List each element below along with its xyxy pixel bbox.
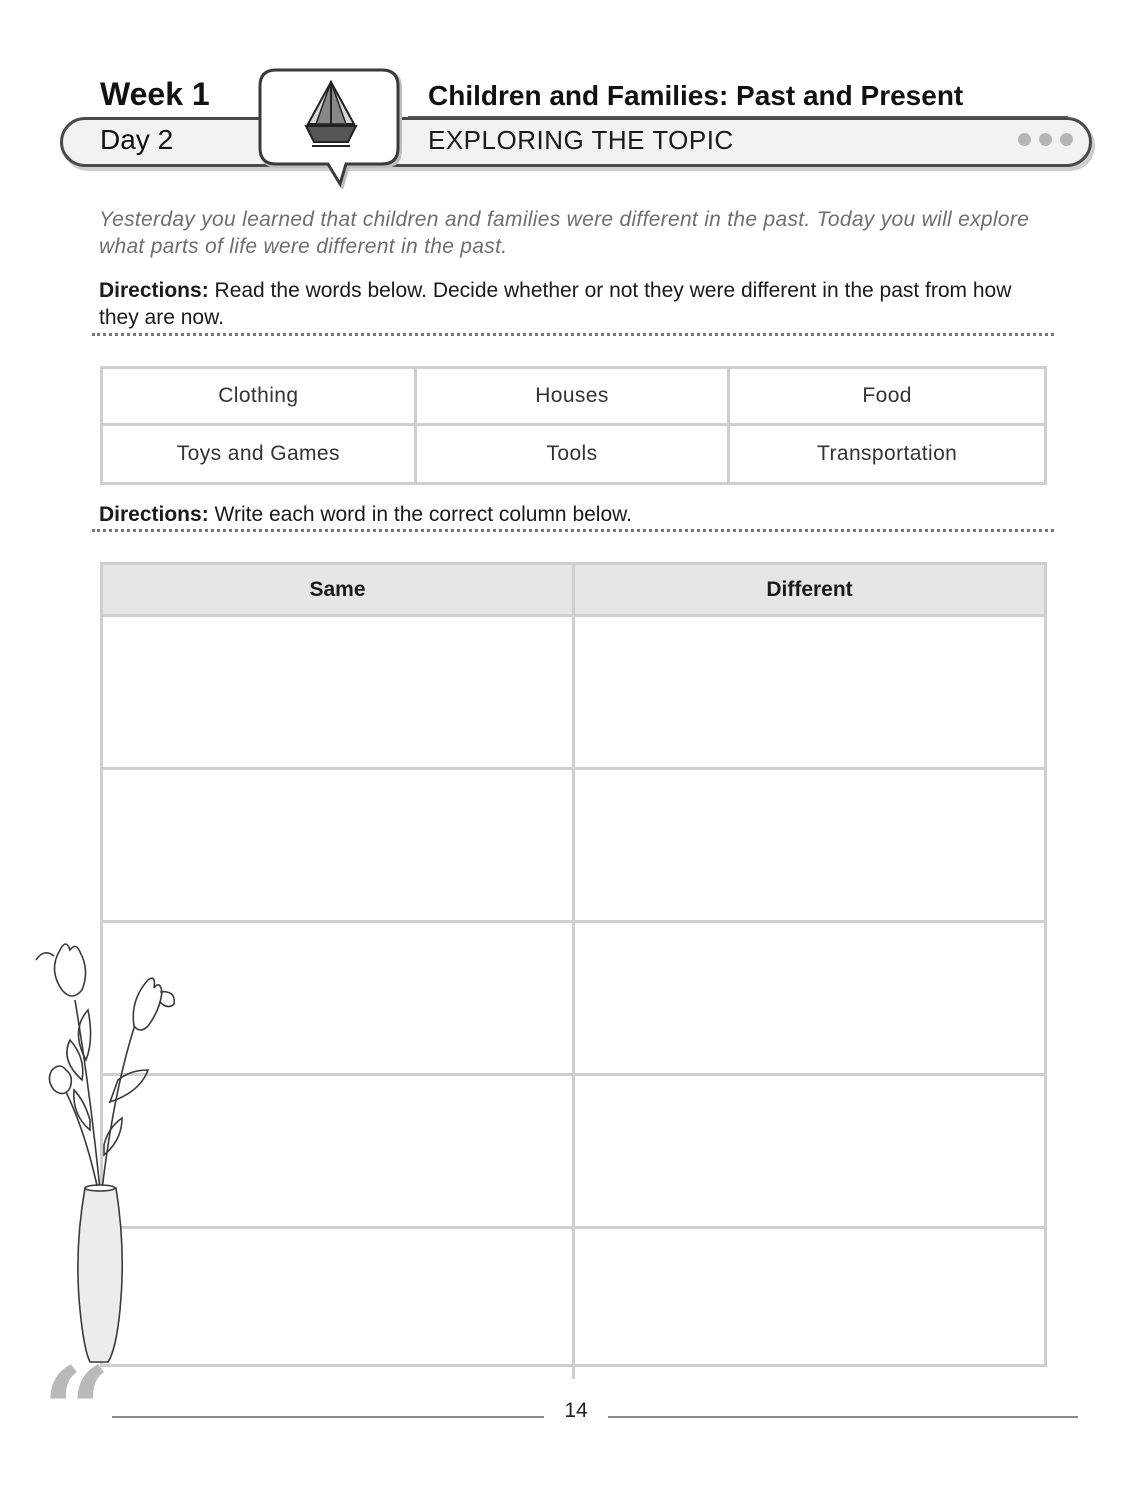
topic-title: Children and Families: Past and Present — [428, 80, 964, 111]
day-label: Day 2 — [100, 124, 174, 155]
directions-1-label: Directions: — [99, 279, 209, 302]
page-number: 14 — [564, 1399, 588, 1422]
directions-1 — [99, 277, 1049, 331]
word-bank-cell: Houses — [417, 369, 731, 426]
table-row — [103, 923, 1044, 1076]
dotted-divider — [92, 333, 1054, 336]
table-row — [103, 617, 1044, 770]
dotted-divider — [92, 529, 1054, 532]
week-title: Week 1 — [100, 76, 210, 112]
word-bank-cell: Toys and Games — [103, 426, 417, 483]
section-label: EXPLORING THE TOPIC — [428, 125, 734, 155]
different-cell[interactable] — [575, 617, 1044, 767]
directions-2-label: Directions: — [99, 503, 209, 526]
word-bank-cell: Food — [730, 369, 1044, 426]
column-header-same: Same — [103, 565, 575, 614]
sorting-table — [100, 562, 1047, 1367]
different-cell[interactable] — [575, 1076, 1044, 1226]
ellipsis-dots-icon — [1018, 133, 1073, 146]
word-bank-table — [100, 366, 1047, 485]
intro-text: Yesterday you learned that children and families were different in the past. Today you will explore what parts of life were different in the past. — [99, 208, 1030, 258]
word-bank-cell: Transportation — [817, 441, 958, 465]
directions-1-text: Read the words below. Decide whether or not they were different in the past from how they are now. — [99, 279, 1012, 329]
title-rule — [408, 116, 1068, 118]
same-cell[interactable] — [103, 770, 575, 920]
quote-mark-icon: “ — [42, 1341, 112, 1482]
same-cell[interactable] — [103, 617, 575, 767]
flower-vase-illustration — [30, 930, 190, 1370]
directions-2 — [99, 501, 1049, 528]
different-cell[interactable] — [575, 770, 1044, 920]
table-row — [103, 1229, 1044, 1379]
word-bank-cell: Tools — [417, 426, 731, 483]
footer-line-left — [112, 1416, 544, 1418]
table-row — [103, 1076, 1044, 1229]
speech-bubble-icon — [254, 64, 404, 189]
word-bank-cell: Clothing — [103, 369, 417, 426]
footer-line-right — [608, 1416, 1078, 1418]
table-row — [103, 770, 1044, 923]
sorting-table-header — [103, 565, 1044, 617]
column-header-different: Different — [766, 577, 853, 601]
different-cell[interactable] — [575, 923, 1044, 1073]
different-cell[interactable] — [575, 1229, 1044, 1379]
directions-2-text: Write each word in the correct column below. — [208, 503, 632, 526]
